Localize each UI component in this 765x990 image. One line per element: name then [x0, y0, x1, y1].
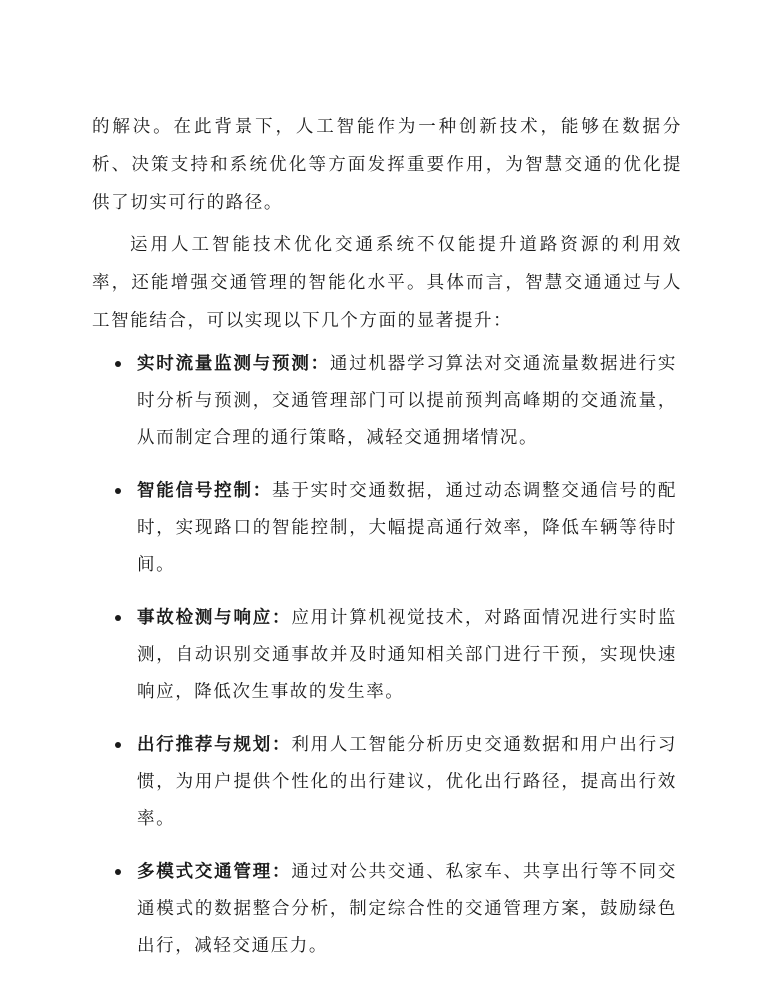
bullet-icon [115, 742, 121, 748]
bullet-icon [115, 869, 121, 875]
bullet-icon [115, 361, 121, 367]
list-item-body: 通过机器学习算法对交通流量数据进行实时分析与预测，交通管理部门可以提前预判高峰期的交通流量，从而制定合理的通行策略，减轻交通拥堵情况。 [137, 354, 677, 448]
list-item [0, 854, 765, 965]
list-item-title: 出行推荐与规划： [137, 735, 292, 755]
list-item-title: 多模式交通管理： [137, 862, 292, 882]
list-item [0, 600, 765, 711]
paragraph: 的解决。在此背景下，人工智能作为一种创新技术，能够在数据分析、决策支持和系统优化等方面发挥重要作用，为智慧交通的优化提供了切实可行的路径。 [92, 117, 682, 213]
list-item-text [137, 473, 677, 584]
bullet-icon [115, 615, 121, 621]
list-item-body: 利用人工智能分析历史交通数据和用户出行习惯，为用户提供个性化的出行建议，优化出行路径，提高出行效率。 [137, 735, 677, 829]
list-item-text [137, 600, 677, 711]
list-item [0, 473, 765, 584]
list-item-text [137, 854, 677, 965]
list-item-title: 实时流量监测与预测： [137, 354, 330, 374]
paragraph: 运用人工智能技术优化交通系统不仅能提升道路资源的利用效率，还能增强交通管理的智能化水平。具体而言，智慧交通通过与人工智能结合，可以实现以下几个方面的显著提升： [92, 235, 682, 331]
list-item [0, 727, 765, 838]
list-item-body: 应用计算机视觉技术，对路面情况进行实时监测，自动识别交通事故并及时通知相关部门进行干预，实现快速响应，降低次生事故的发生率。 [137, 608, 677, 702]
list-item [0, 346, 765, 457]
bullet-icon [115, 488, 121, 494]
list-item-body: 通过对公共交通、私家车、共享出行等不同交通模式的数据整合分析，制定综合性的交通管理方案，鼓励绿色出行，减轻交通压力。 [137, 862, 677, 956]
bullet-list [0, 346, 765, 981]
list-item-text [137, 727, 677, 838]
list-item-body: 基于实时交通数据，通过动态调整交通信号的配时，实现路口的智能控制，大幅提高通行效率，降低车辆等待时间。 [137, 481, 677, 575]
list-item-title: 事故检测与响应： [137, 608, 292, 628]
list-item-text [137, 346, 677, 457]
list-item-title: 智能信号控制： [137, 481, 273, 501]
